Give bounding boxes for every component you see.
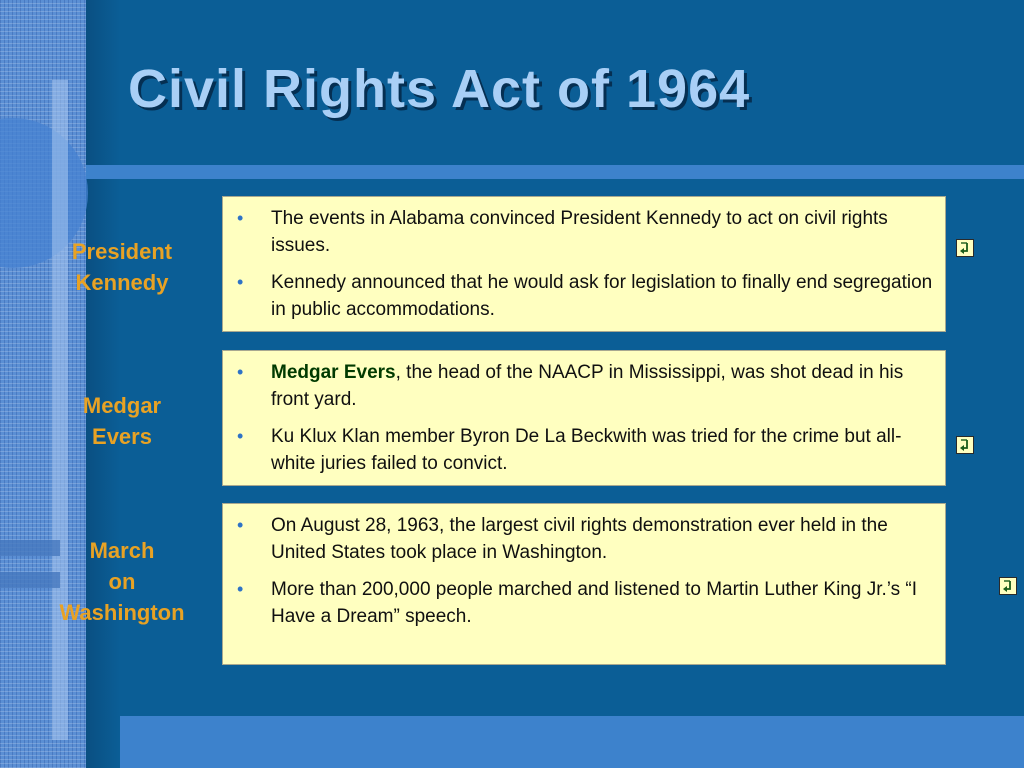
bullet-glyph: • — [237, 579, 244, 599]
label-line: Kennedy — [75, 270, 169, 295]
bullet-glyph: • — [237, 515, 244, 535]
label-line: President — [71, 239, 173, 264]
title-divider — [86, 165, 1024, 179]
label-line: March — [89, 538, 155, 563]
left-decorative-band — [0, 0, 86, 768]
bullet-text: , the head of the NAACP in Mississippi, was shot dead in his front yard. — [271, 362, 904, 410]
bullet-text: More than 200,000 people marched and listened to Martin Luther King Jr.’s “I Have a Dream” speech. — [271, 579, 918, 627]
bullet-glyph: • — [237, 272, 244, 292]
bullet-item — [231, 269, 935, 323]
bullet-text: On August 28, 1963, the largest civil rights demonstration ever held in the United States took place in Washington. — [271, 515, 888, 563]
bullet-text: Kennedy announced that he would ask for legislation to finally end segregation in public accommodations. — [271, 272, 933, 320]
bottom-accent-bar — [120, 716, 1024, 768]
content-box-medgar-evers — [222, 350, 946, 486]
bullet-item — [231, 512, 935, 566]
return-arrow-icon[interactable] — [956, 239, 974, 257]
bullet-glyph: • — [237, 208, 244, 228]
bullet-item — [231, 205, 935, 259]
bullet-text: Ku Klux Klan member Byron De La Beckwith was tried for the crime but all-white juries failed to convict. — [271, 426, 902, 474]
content-box-president-kennedy — [222, 196, 946, 332]
label-line: Medgar — [82, 393, 162, 418]
bullet-item — [231, 359, 935, 413]
content-box-march-on-washington — [222, 503, 946, 665]
left-band-shadow — [86, 0, 120, 768]
label-line: Evers — [92, 424, 152, 449]
return-arrow-icon[interactable] — [999, 577, 1017, 595]
bullet-text: The events in Alabama convinced President Kennedy to act on civil rights issues. — [271, 208, 888, 256]
section-label-march-on-washington — [24, 535, 220, 628]
bullet-glyph: • — [237, 362, 244, 382]
slide-title: Civil Rights Act of 1964 — [128, 59, 751, 119]
label-line: on — [108, 569, 136, 594]
bullet-glyph: • — [237, 426, 244, 446]
bullet-item — [231, 576, 935, 630]
label-line: Washington — [59, 600, 185, 625]
section-label-medgar-evers — [24, 390, 220, 452]
bullet-item — [231, 423, 935, 477]
bullet-bold-text: Medgar Evers — [271, 362, 396, 383]
section-label-president-kennedy — [24, 236, 220, 298]
return-arrow-icon[interactable] — [956, 436, 974, 454]
